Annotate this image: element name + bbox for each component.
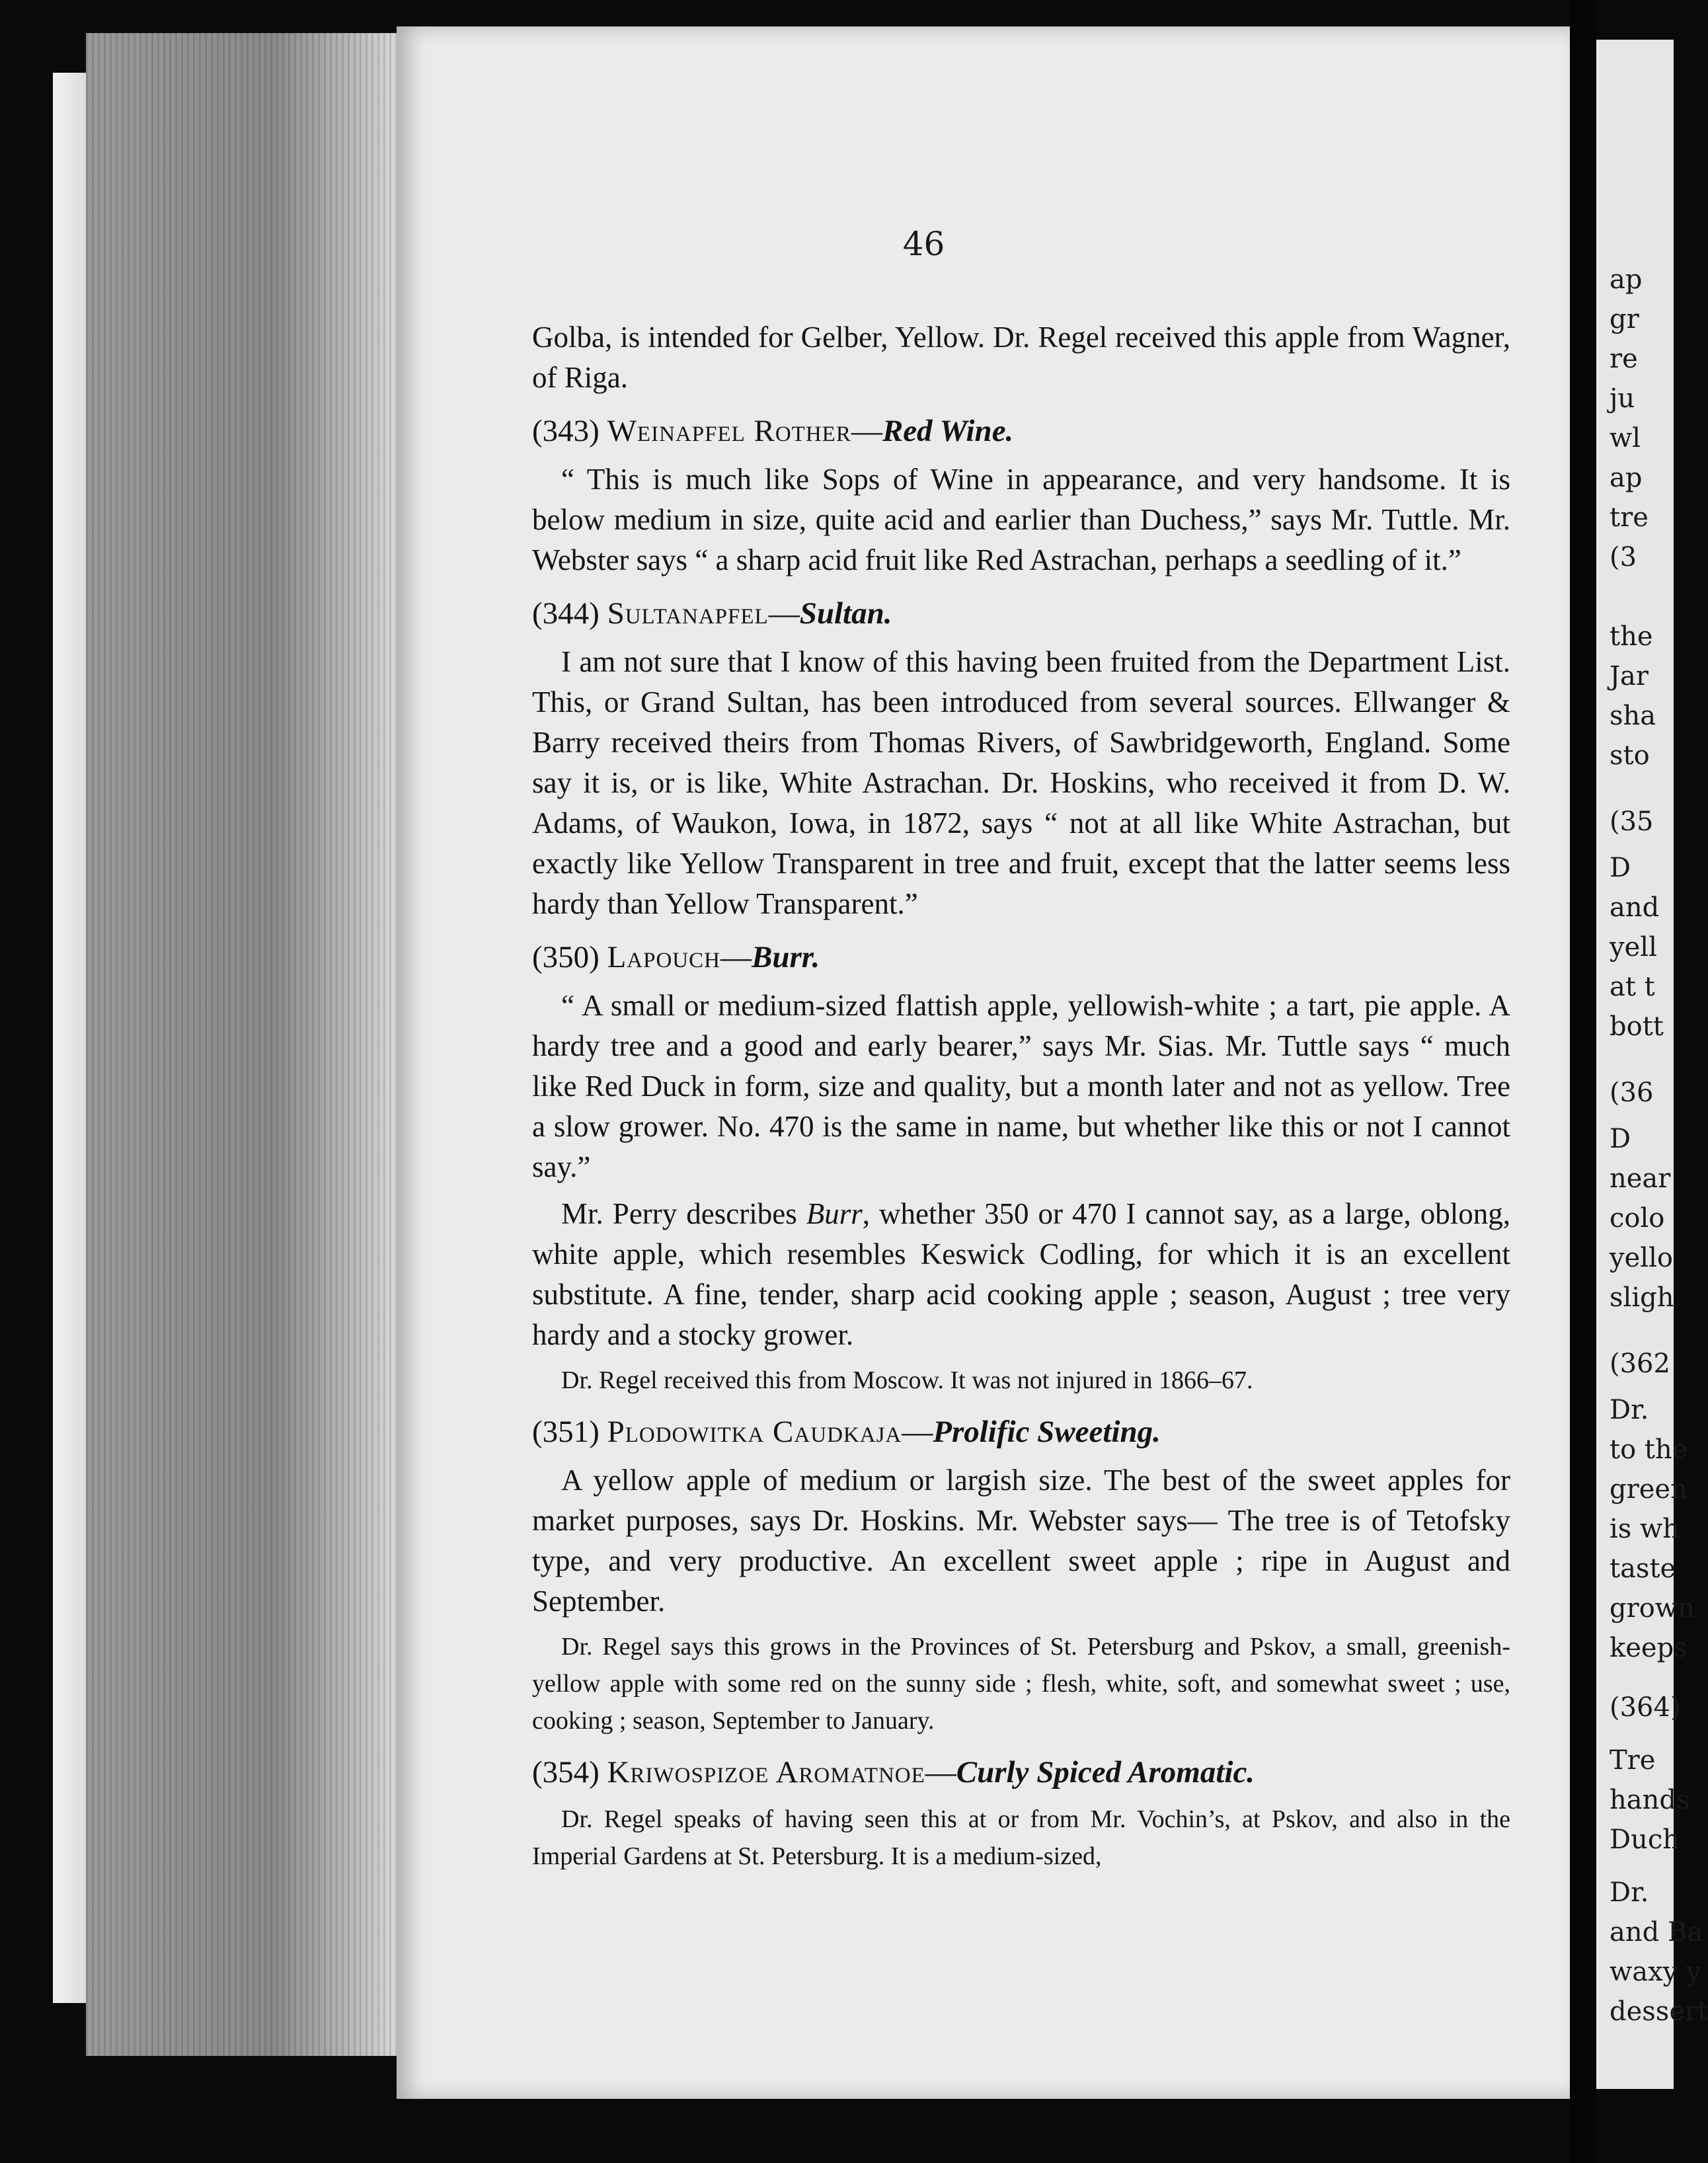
next-page-text: (362 — [1610, 1349, 1670, 1379]
text-run: , whether 350 or 470 I cannot say, as a large, oblong, white apple, which resembles Keswick Codling, for which it is an excellent substitute. A fine, tender, sharp acid cooking apple ; season, August ; tree very hardy and a stocky grower. — [532, 1197, 1510, 1351]
entry-english-name: Burr. — [751, 940, 820, 974]
next-page-text: Jar — [1610, 661, 1649, 691]
paragraph-344: I am not sure that I know of this having been fruited from the Department List. This, or Grand Sultan, has been introduced from several sources. Ellwanger & Barry received theirs from Thomas Rivers, of Sawbridgeworth, England. Some say it is, or is like, White Astrachan. Dr. Hoskins, who received it from D. W. Adams, of Waukon, Iowa, in 1872, says “ not at all like White Astrachan, but exactly like Yellow Transparent in tree and fruit, except that the latter seems less hardy than Yellow Transparent.” — [532, 645, 1510, 920]
next-page-text: Duch — [1610, 1825, 1680, 1855]
paragraph-intro: Golba, is intended for Gelber, Yellow. Dr. Regel received this apple from Wagner, of Riga. — [532, 321, 1510, 394]
next-page-text: ju — [1610, 383, 1635, 414]
text-run: Mr. Perry describes — [561, 1197, 806, 1230]
next-page-text: ap — [1610, 264, 1643, 295]
paragraph-350a: “ A small or medium-sized flattish apple, yellowish-white ; a tart, pie apple. A hardy tree and a good and early bearer,” says Mr. Sias. Mr. Tuttle says “ much like Red Duck in form, size and quality, but a month later and not as yellow. Tree a slow grower. No. 470 is the same in name, but whether like this or not I cannot say.” — [532, 989, 1510, 1183]
next-page-text: Dr. — [1610, 1395, 1649, 1425]
next-page-text: the — [1610, 621, 1653, 652]
next-page-text: sligh — [1610, 1282, 1674, 1313]
next-page-text: near — [1610, 1163, 1671, 1194]
entry-dash: — — [720, 940, 752, 974]
next-page-text: keeps — [1610, 1633, 1688, 1663]
next-page-text: yello — [1610, 1243, 1673, 1273]
next-page-text: (364) — [1610, 1692, 1681, 1723]
book-edge — [53, 73, 86, 2003]
next-page-text: sha — [1610, 701, 1656, 731]
next-page-text: bott — [1610, 1011, 1664, 1042]
next-page-text: and Ba — [1610, 1917, 1703, 1947]
next-page-text: dessert — [1610, 1996, 1708, 2027]
next-page-text: is wh — [1610, 1514, 1680, 1544]
italic-run: Burr — [806, 1197, 863, 1230]
page-gutter — [1570, 0, 1596, 2163]
next-page-text: tre — [1610, 502, 1649, 533]
entry-name: Sultanapfel — [607, 596, 769, 631]
paragraph-351b: Dr. Regel says this grows in the Provinces of St. Petersburg and Pskov, a small, greenish-yellow apple with some red on the sunny side ; flesh, white, soft, and somewhat sweet ; use, cooking ; season, September to January. — [532, 1633, 1510, 1735]
next-page-text: at t — [1610, 972, 1655, 1002]
next-page-text: (3 — [1610, 542, 1637, 572]
next-page-text: green — [1610, 1474, 1688, 1505]
entry-heading-350 — [532, 937, 1510, 978]
page-text — [532, 317, 1510, 1875]
entry-dash: — — [768, 596, 800, 631]
paragraph-343: “ This is much like Sops of Wine in appearance, and very handsome. It is below medium in size, quite acid and earlier than Duchess,” says Mr. Tuttle. Mr. Webster says “ a sharp acid fruit like Red Astrachan, perhaps a seedling of it.” — [532, 463, 1510, 576]
next-page-text: Tre — [1610, 1745, 1656, 1776]
next-page-text: hands — [1610, 1785, 1690, 1815]
next-page-text: wl — [1610, 423, 1641, 453]
entry-number: (354) — [532, 1755, 600, 1789]
entry-number: (343) — [532, 414, 600, 448]
next-page-fragment — [1596, 40, 1708, 2089]
entry-heading-354 — [532, 1752, 1510, 1793]
paragraph-354: Dr. Regel speaks of having seen this at or from Mr. Vochin’s, at Pskov, and also in the Imperial Gardens at St. Petersburg. It is a medium-sized, — [532, 1805, 1510, 1870]
entry-name: Lapouch — [607, 940, 720, 974]
entry-dash: — — [851, 414, 882, 448]
paragraph-351a: A yellow apple of medium or largish size. The best of the sweet apples for market purposes, says Dr. Hoskins. Mr. Webster says— The tree is of Tetofsky type, and very productive. An excellent sweet apple ; ripe in August and September. — [532, 1464, 1510, 1618]
next-page-text: colo — [1610, 1203, 1665, 1234]
page-number: 46 — [902, 225, 945, 263]
page-stack — [86, 33, 397, 2056]
next-page-text: to the — [1610, 1435, 1688, 1465]
entry-english-name: Red Wine. — [882, 414, 1014, 448]
next-page-text: (35 — [1610, 806, 1654, 837]
entry-number: (344) — [532, 596, 600, 631]
entry-number: (351) — [532, 1415, 600, 1449]
next-page-text: yell — [1610, 932, 1657, 963]
next-page-text: D — [1610, 853, 1631, 883]
next-page-text: (36 — [1610, 1078, 1654, 1108]
entry-heading-343 — [532, 411, 1510, 452]
next-page-text: sto — [1610, 740, 1650, 771]
paragraph-350c: Dr. Regel received this from Moscow. It was not injured in 1866–67. — [561, 1366, 1253, 1394]
entry-number: (350) — [532, 940, 600, 974]
entry-name: Plodowitka Caudkaja — [607, 1415, 902, 1449]
next-page-text: grown — [1610, 1593, 1695, 1624]
next-page-text: D — [1610, 1124, 1631, 1154]
entry-english-name: Sultan. — [799, 596, 892, 631]
entry-name: Weinapfel Rother — [607, 414, 851, 448]
next-page-text: re — [1610, 344, 1638, 374]
next-page-text: and — [1610, 892, 1660, 923]
entry-name: Kriwospizoe Aromatnoe — [607, 1755, 925, 1789]
entry-heading-351 — [532, 1412, 1510, 1452]
entry-dash: — — [925, 1755, 956, 1789]
next-page-text: waxy y — [1610, 1957, 1701, 1987]
next-page-text: Dr. — [1610, 1877, 1649, 1908]
entry-english-name: Prolific Sweeting. — [933, 1415, 1161, 1449]
entry-dash: — — [902, 1415, 933, 1449]
paragraph-350b — [532, 1194, 1510, 1355]
next-page-text: taste — [1610, 1553, 1676, 1584]
entry-heading-344 — [532, 594, 1510, 634]
entry-english-name: Curly Spiced Aromatic. — [956, 1755, 1255, 1789]
book-page — [397, 26, 1570, 2099]
next-page-text: ap — [1610, 463, 1643, 493]
next-page-text: gr — [1610, 304, 1639, 334]
